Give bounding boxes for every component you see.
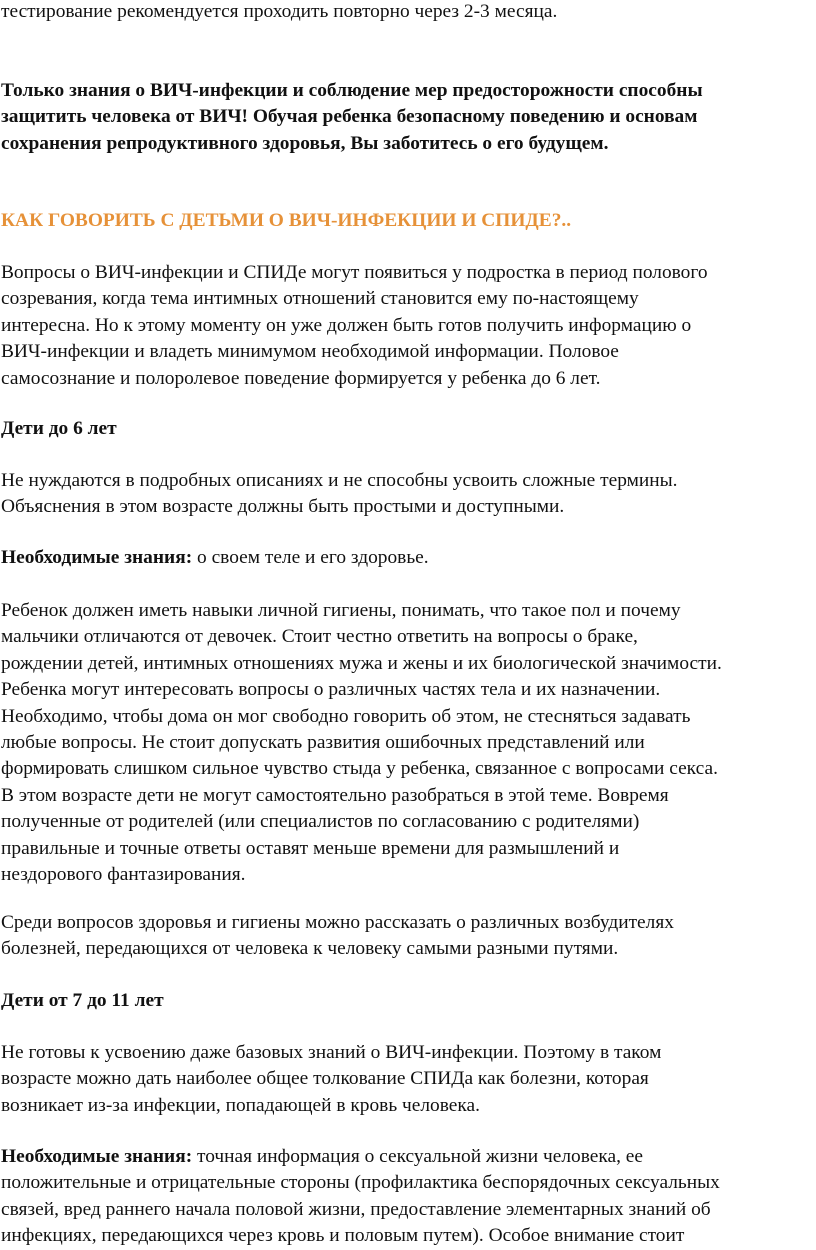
subheading-under-6: Дети до 6 лет <box>1 418 117 439</box>
warning-paragraph <box>1 78 703 157</box>
text-line: Ребенок должен иметь навыки личной гигиены, понимать, что такое пол и почему <box>1 600 681 621</box>
text-line: Необходимо, чтобы дома он мог свободно говорить об этом, не стесняться задавать <box>1 705 691 727</box>
needed-knowledge-text: точная информация о сексуальной жизни человека, ее <box>192 1146 643 1167</box>
text-line: сохранения репродуктивного здоровья, Вы заботитесь о его будущем. <box>1 132 609 154</box>
text-line: защитить человека от ВИЧ! Обучая ребенка безопасному поведению и основам <box>1 106 698 128</box>
text-line <box>1 1144 720 1170</box>
text-line: мальчики отличаются от девочек. Стоит честно ответить на вопросы о браке, <box>1 626 638 648</box>
text-line: связей, вред раннего начала половой жизни, предоставление элементарных знаний об <box>1 1198 711 1220</box>
text-line: Среди вопросов здоровья и гигиены можно рассказать о различных возбудителях <box>1 912 674 933</box>
text-line: рождении детей, интимных отношениях мужа и жены и их биологической значимости. <box>1 652 722 674</box>
needed-knowledge-label: Необходимые знания: <box>1 547 193 568</box>
text-line: В этом возрасте дети не могут самостоятельно разобраться в этой теме. Вовремя <box>1 784 669 806</box>
text-line: нездорового фантазирования. <box>1 864 246 886</box>
text-line: самосознание и полоролевое поведение формируется у ребенка до 6 лет. <box>1 367 601 389</box>
child-paragraph <box>1 598 722 888</box>
text-line: тестирование рекомендуется проходить повторно через 2-3 месяца. <box>1 1 558 22</box>
text-line: созревания, когда тема интимных отношений становится ему по-настоящему <box>1 288 639 310</box>
text-line: возрасте можно дать наиболее общее толкование СПИДа как болезни, которая <box>1 1068 649 1090</box>
text-line: болезней, передающихся от человека к человеку самыми разными путями. <box>1 938 619 960</box>
text-line: положительные и отрицательные стороны (профилактика беспорядочных сексуальных <box>1 1172 720 1194</box>
age-7-11-paragraph <box>1 1040 661 1119</box>
section-heading: КАК ГОВОРИТЬ С ДЕТЬМИ О ВИЧ-ИНФЕКЦИИ И СПИДЕ?.. <box>1 210 572 231</box>
text-line: полученные от родителей (или специалистов по согласованию с родителями) <box>1 811 640 833</box>
under-6-paragraph <box>1 468 678 521</box>
needed-knowledge-2 <box>1 1144 720 1250</box>
questions-paragraph <box>1 260 708 392</box>
health-paragraph <box>1 910 674 963</box>
text-line: возникает из-за инфекции, попадающей в кровь человека. <box>1 1094 480 1116</box>
text-line: Не нуждаются в подробных описаниях и не способны усвоить сложные термины. <box>1 470 678 491</box>
needed-knowledge-label: Необходимые знания: <box>1 1146 193 1167</box>
text-line: Объяснения в этом возрасте должны быть простыми и доступными. <box>1 496 565 518</box>
needed-knowledge-1 <box>1 545 429 571</box>
text-line: ВИЧ-инфекции и владеть минимумом необходимой информации. Половое <box>1 341 619 363</box>
needed-knowledge-text: о своем теле и его здоровье. <box>192 547 429 568</box>
subheading-7-11: Дети от 7 до 11 лет <box>1 990 164 1011</box>
text-line: формировать слишком сильное чувство стыда у ребенка, связанное с вопросами секса. <box>1 758 718 780</box>
text-line: правильные и точные ответы оставят меньше времени для размышлений и <box>1 837 620 859</box>
intro-paragraph <box>1 0 557 25</box>
text-line: интересна. Но к этому моменту он уже должен быть готов получить информацию о <box>1 314 692 336</box>
text-line: инфекциях, передающихся через кровь и половым путем). Особое внимание стоит <box>1 1225 685 1247</box>
text-line: Не готовы к усвоению даже базовых знаний о ВИЧ-инфекции. Поэтому в таком <box>1 1042 662 1063</box>
text-line: Только знания о ВИЧ-инфекции и соблюдение мер предосторожности способны <box>1 80 703 101</box>
text-line: Вопросы о ВИЧ-инфекции и СПИДе могут появиться у подростка в период полового <box>1 262 708 283</box>
text-line: Ребенка могут интересовать вопросы о различных частях тела и их назначении. <box>1 679 661 701</box>
text-line: любые вопросы. Не стоит допускать развития ошибочных представлений или <box>1 732 645 754</box>
